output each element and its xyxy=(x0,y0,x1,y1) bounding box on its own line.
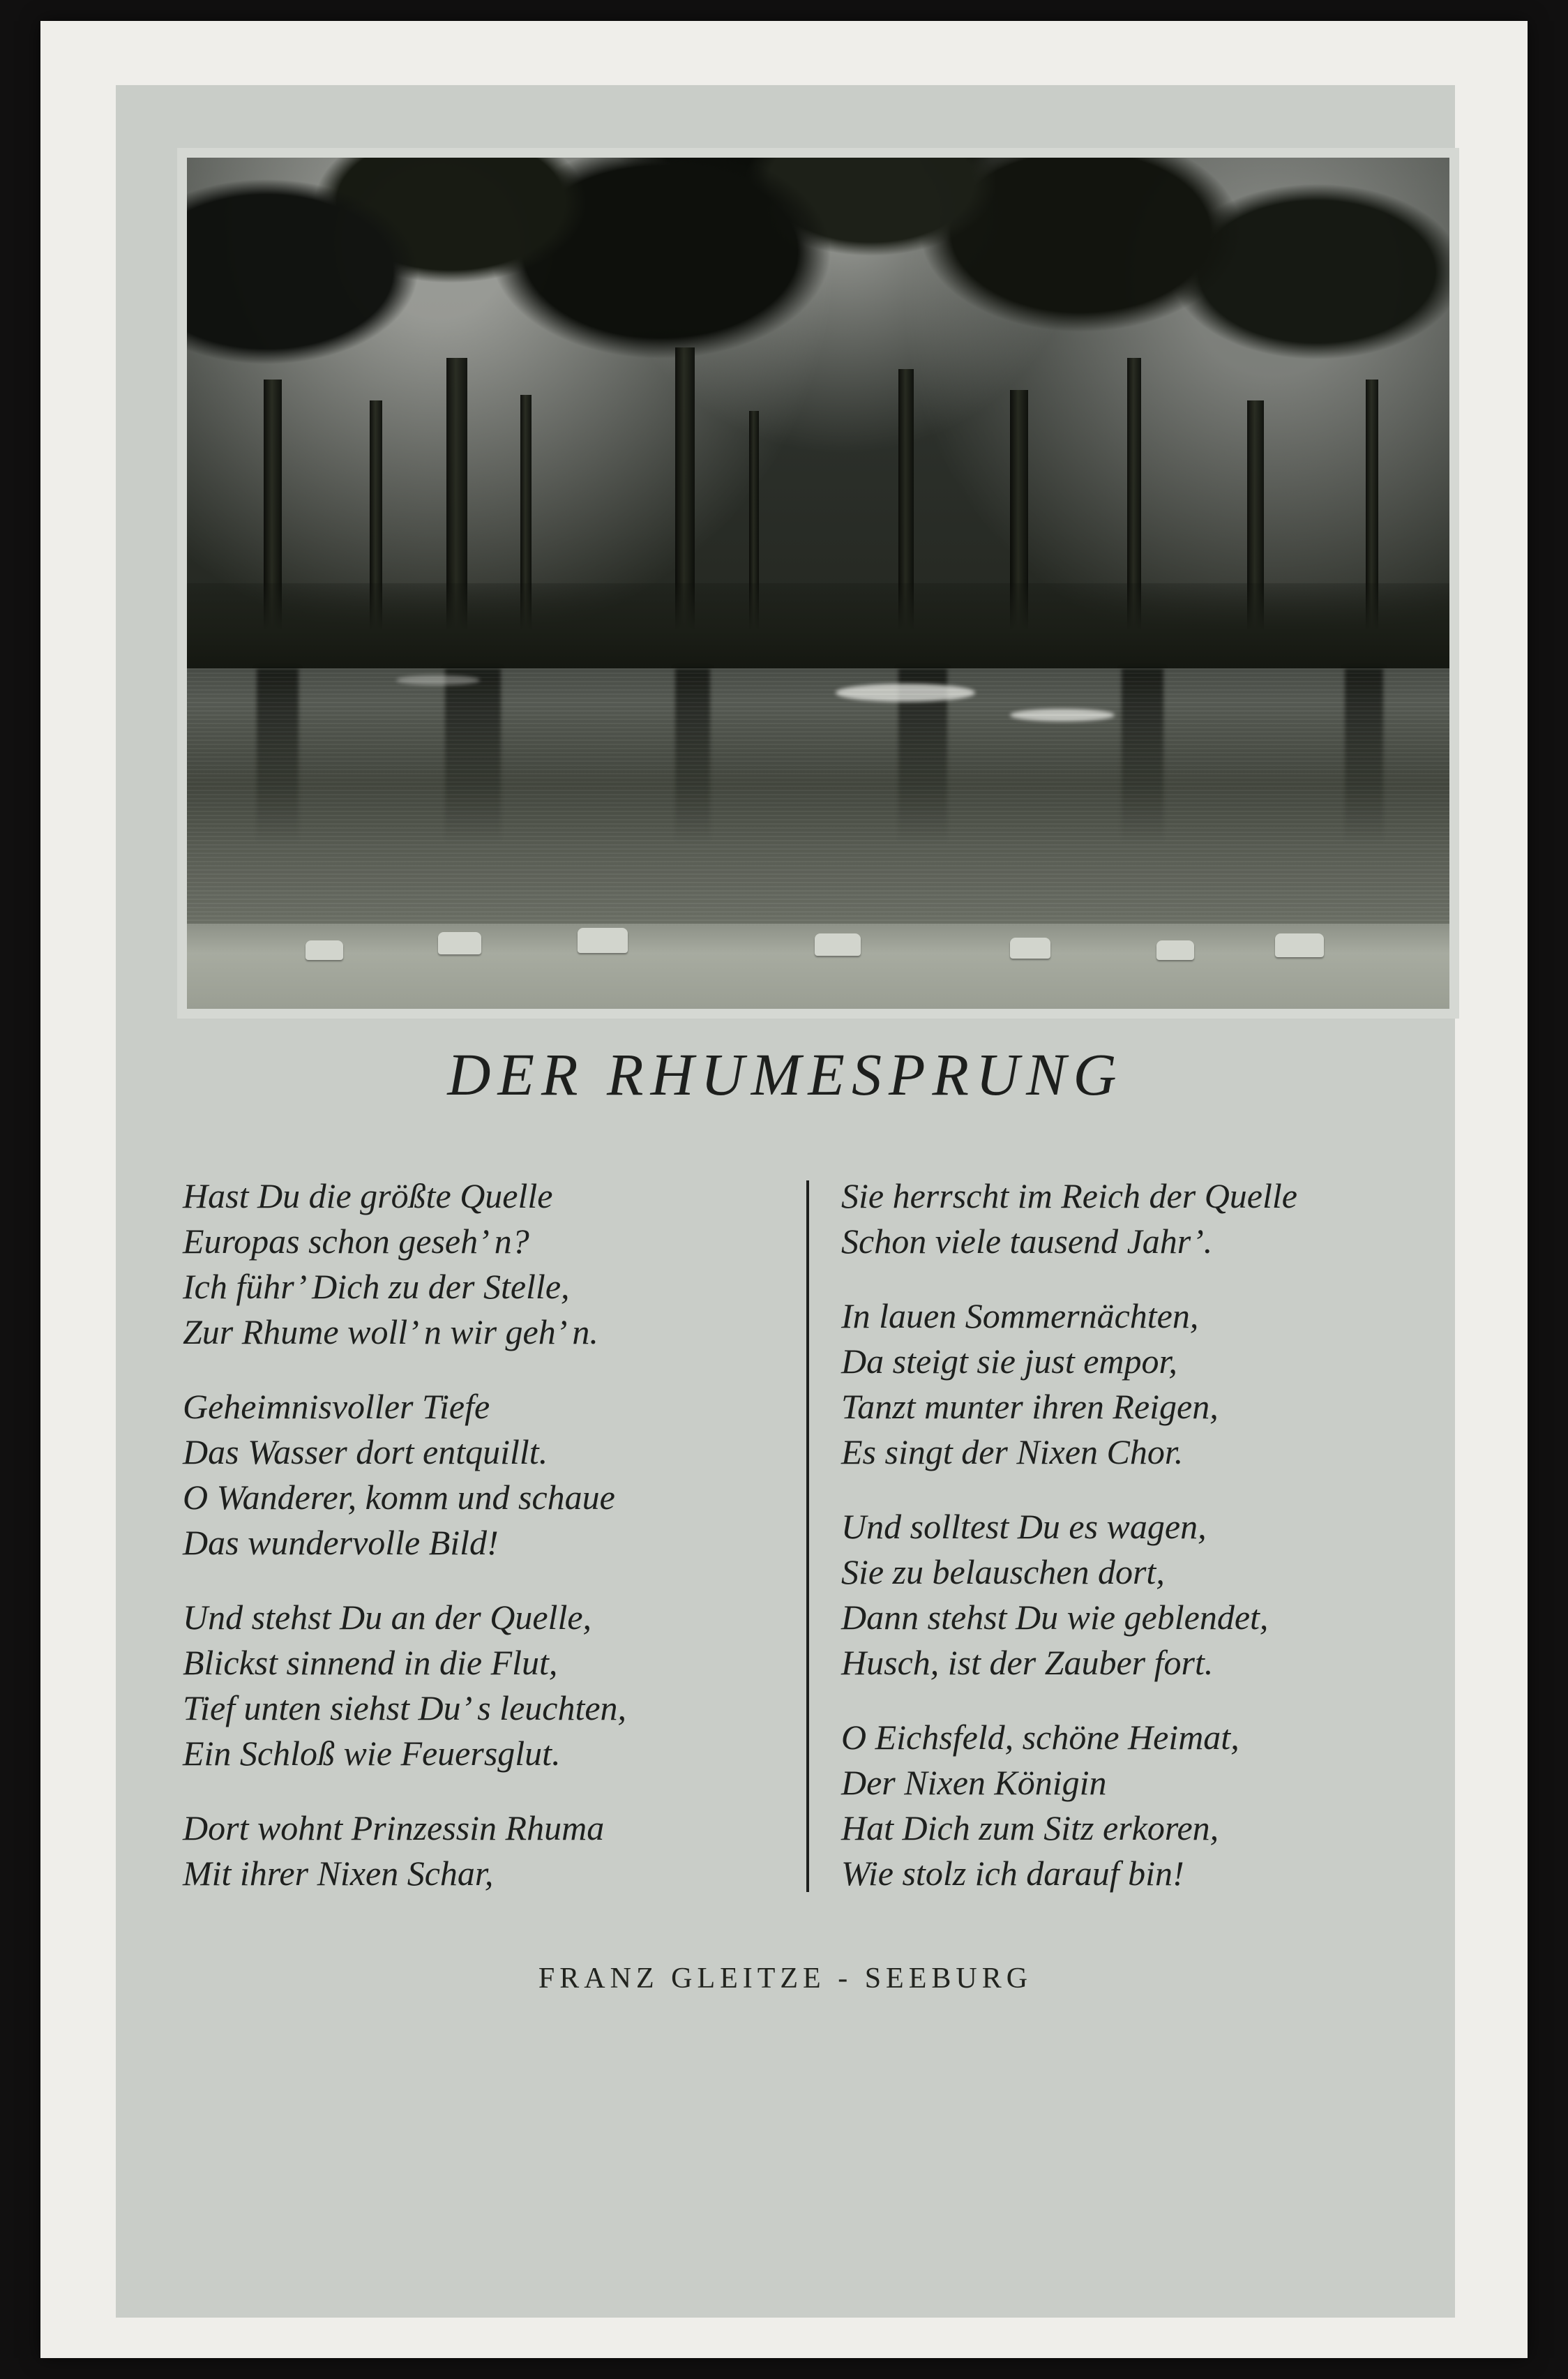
poem-line: Tief unten siehst Du’ s leuchten, xyxy=(183,1688,627,1727)
page-title: DER RHUMESPRUNG xyxy=(447,1041,1124,1108)
stanza xyxy=(183,1806,783,1896)
poem-line: Tanzt munter ihren Reigen, xyxy=(841,1387,1219,1426)
spring-photograph xyxy=(187,158,1449,1009)
poem-line: O Eichsfeld, schöne Heimat, xyxy=(841,1718,1239,1757)
poem-line: Das Wasser dort entquillt. xyxy=(183,1432,548,1471)
poem-line: Wie stolz ich darauf bin! xyxy=(841,1854,1184,1893)
poem-line: Husch, ist der Zauber fort. xyxy=(841,1643,1214,1682)
poem-line: Schon viele tausend Jahr’. xyxy=(841,1222,1213,1261)
poem-line: Hat Dich zum Sitz erkoren, xyxy=(841,1808,1219,1847)
poem-line: Ein Schloß wie Feuersglut. xyxy=(183,1734,561,1773)
author-byline: FRANZ GLEITZE - SEEBURG xyxy=(538,1963,1033,1995)
poem-line: Blickst sinnend in die Flut, xyxy=(183,1643,558,1682)
poem-line: Und stehst Du an der Quelle, xyxy=(183,1598,592,1637)
stanza xyxy=(183,1173,783,1355)
poem-line: Es singt der Nixen Chor. xyxy=(841,1432,1184,1471)
stanza xyxy=(841,1504,1455,1686)
pond-water xyxy=(187,668,1449,958)
column-divider xyxy=(806,1180,809,1892)
stanza xyxy=(183,1595,783,1776)
poem-line: Geheimnisvoller Tiefe xyxy=(183,1387,490,1426)
stanza xyxy=(841,1293,1455,1475)
photo-frame xyxy=(177,148,1459,1019)
postcard xyxy=(40,21,1528,2358)
poem-line: Und solltest Du es wagen, xyxy=(841,1507,1207,1546)
poem-line: Das wundervolle Bild! xyxy=(183,1523,499,1562)
poem-line: Da steigt sie just empor, xyxy=(841,1342,1177,1381)
poem-line: Mit ihrer Nixen Schar, xyxy=(183,1854,494,1893)
poem xyxy=(116,1173,1455,1913)
printed-panel xyxy=(116,85,1455,2318)
poem-line: O Wanderer, komm und schaue xyxy=(183,1478,615,1517)
poem-line: Hast Du die größte Quelle xyxy=(183,1176,553,1215)
poem-line: Ich führ’ Dich zu der Stelle, xyxy=(183,1267,570,1306)
stanza xyxy=(841,1715,1455,1896)
poem-column-right xyxy=(841,1173,1455,1926)
near-shore xyxy=(187,924,1449,1009)
poem-line: Dann stehst Du wie geblendet, xyxy=(841,1598,1269,1637)
poem-column-left xyxy=(183,1173,783,1926)
stanza xyxy=(183,1384,783,1566)
poem-line: Zur Rhume woll’ n wir geh’ n. xyxy=(183,1312,598,1351)
poem-line: Dort wohnt Prinzessin Rhuma xyxy=(183,1808,605,1847)
stanza xyxy=(841,1173,1455,1264)
poem-line: Sie zu belauschen dort, xyxy=(841,1552,1165,1591)
poem-line: Europas schon geseh’ n? xyxy=(183,1222,529,1261)
poem-line: Sie herrscht im Reich der Quelle xyxy=(841,1176,1297,1215)
poem-line: Der Nixen Königin xyxy=(841,1763,1107,1802)
poem-line: In lauen Sommernächten, xyxy=(841,1296,1199,1335)
